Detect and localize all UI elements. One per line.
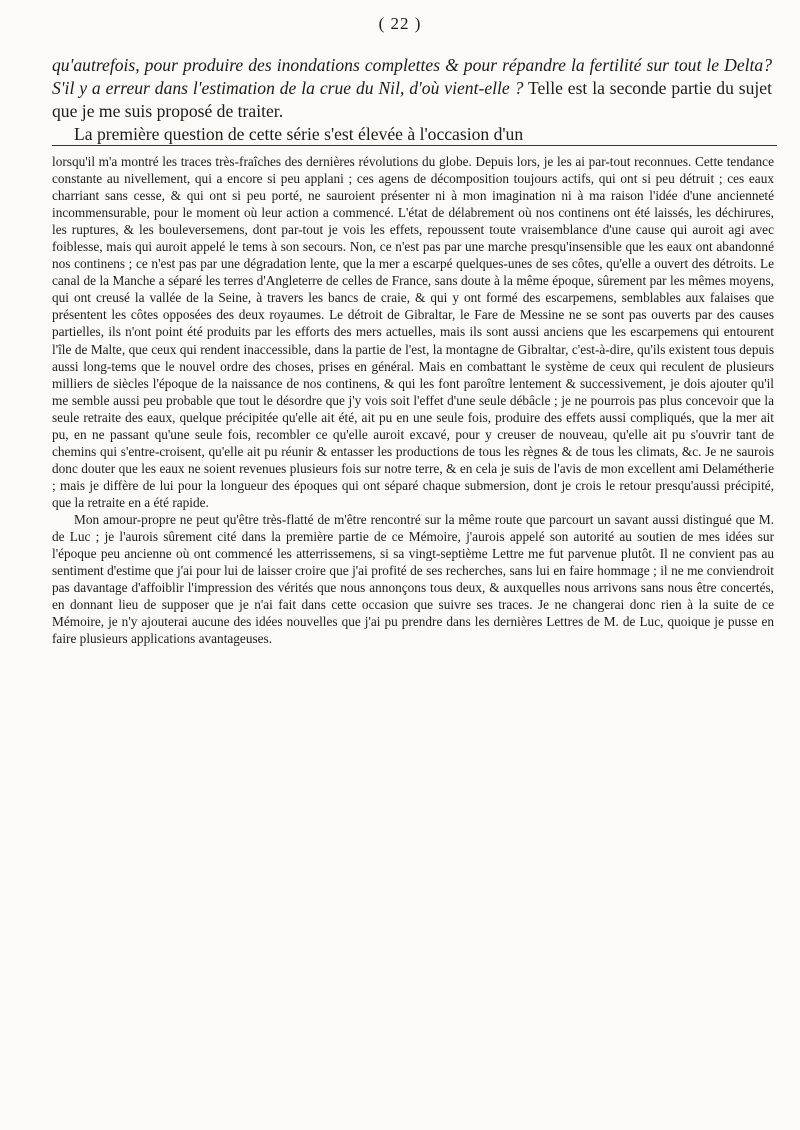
- footnote-separator: [52, 145, 777, 146]
- main-text: [52, 54, 772, 146]
- main-roman-text: Telle est la seconde partie du sujet que je me suis proposé de traiter.: [52, 78, 772, 121]
- main-paragraph-2: La première question de cette série s'est élevée à l'occasion d'un: [74, 124, 524, 144]
- footnote-paragraph-1: lorsqu'il m'a montré les traces très-fraîches des dernières révolutions du globe. Depuis lors, je les ai par-tout reconnues. Cette tendance constante au nivellement, qui a encore si peu applani ; ces agens de décomposition toujours actifs, qui ont si peu détruit ; ces eaux charriant sans cesse, & qui ont si peu porté, ne sauroient présenter ni à mon imagination ni à ma raison l'idée d'une ancienneté incommensurable, pour le moment où leur action a commencé. L'état de délabrement où nos continens ont été laissés, les déchirures, les ruptures, & les bouleversemens, dont par-tout je vois les effets, repoussent toute vraisemblance d'une cause qui auroit agi avec foiblesse, mais qui auroit appelé le tems à son secours. Non, ce n'est pas par une marche presqu'insensible que les eaux ont abandonné nos continens ; ce n'est pas par une dégradation lente, que la mer a escarpé quelques-unes de ses côtes, qu'elle a ouvert des détroits. Le canal de la Manche a séparé les terres d'Angleterre de celles de France, sans doute à la même époque, sûrement par les mêmes moyens, qui ont creusé la vallée de la Seine, à travers les bancs de craie, & qui y ont formé des escarpemens, semblables aux falaises que présentent les côtes opposées des deux royaumes. Le détroit de Gibraltar, le Fare de Messine ne se sont pas ouverts par des causes partielles, ils n'ont point été produits par les efforts des mers actuelles, mais ils sont aussi anciens que les escarpemens qui entourent l'île de Malte, que ceux qui rendent inaccessible, dans la partie de l'est, la montagne de Gibraltar, c'est-à-dire, qu'ils existent tous depuis aussi long-tems que le nouvel ordre des choses, prises en général. Mais en combattant le système de ceux qui reculent de plusieurs milliers de siècles l'époque de la naissance de nos continens, & qui les font paroître lentement & successivement, je dois ajouter qu'il me semble aussi peu probable que tout le désordre que j'y vois soit l'effet d'une seule débâcle ; je ne pourrois pas plus concevoir que la seule retraite des eaux, quelque précipitée qu'elle ait été, ait pu en une seule fois, produire des effets aussi compliqués, que la mer ait pu, en ne passant qu'une seule fois, recombler ce qu'elle auroit excavé, pour y creuser de nouveau, qu'elle ait pu s'ouvrir tant de chemins qui s'entre-croisent, qu'elle ait pu réunir & entasser les productions de tous les règnes & de tous les climats, &c. Je ne saurois donc douter que les eaux ne soient revenues plusieurs fois sur notre terre, & en cela je suis de l'avis de mon excellent ami Delamétherie ; mais je diffère de lui pour la longueur des époques qui ont séparé chaque submersion, dont je crois le retour presqu'aussi précipité, que la retraite en a été rapide.: [52, 154, 774, 510]
- main-italic-text: qu'autrefois, pour produire des inondations complettes & pour répandre la fertilité sur tout le Delta? S'il y a erreur dans l'estimation de la crue du Nil, d'où vient-elle ?: [52, 55, 772, 98]
- footnote: [52, 153, 774, 647]
- footnote-paragraph-2: Mon amour-propre ne peut qu'être très-flatté de m'être rencontré sur la même route que parcourt un savant aussi distingué que M. de Luc ; je l'aurois sûrement cité dans la première partie de ce Mémoire, j'aurois appelé son autorité au soutien de mes idées sur l'époque peu ancienne où ont commencé les atterrissemens, si sa vingt-septième Lettre me fut parvenue plutôt. Il ne convient pas au sentiment d'estime que j'ai pour lui de laisser croire que j'ai profité de ses recherches, sans lui en faire hommage ; il ne me conviendroit pas davantage d'affoiblir l'impression des vérités que nous annonçons tous deux, & auxquelles nous arrivons sans nous être concertés, en donnant lieu de supposer que je n'ai fait dans cette occasion que suivre ses traces. Je ne changerai donc rien à la suite de ce Mémoire, je n'y ajouterai aucune des idées nouvelles que j'ai pu prendre dans les dernières Lettres de M. de Luc, quoique je pusse en faire plusieurs applications avantageuses.: [52, 511, 774, 647]
- main-paragraph: [52, 54, 772, 123]
- page-number: ( 22 ): [378, 14, 422, 33]
